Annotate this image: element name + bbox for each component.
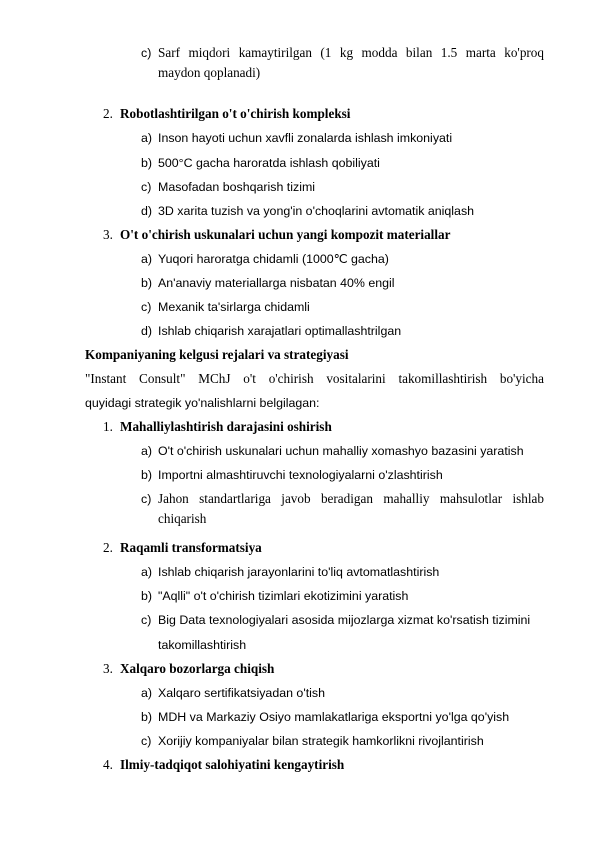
- list-item-text: takomillashtirish: [158, 638, 247, 652]
- list-marker: b): [141, 710, 153, 724]
- list-item-text: Ishlab chiqarish jarayonlarini to'liq avtomatlashtirish: [158, 565, 440, 579]
- list-item-text: Sarf miqdori kamaytirilgan (1 kg modda bilan 1.5 marta ko'proq: [158, 45, 544, 60]
- list-number: 3.: [103, 227, 113, 242]
- list-marker: a): [141, 565, 153, 579]
- section-heading: Kompaniyaning kelgusi rejalari va strategiyasi: [85, 347, 349, 362]
- list-marker: b): [141, 156, 153, 170]
- list-item-text: Big Data texnologiyalari asosida mijozlarga xizmat ko'rsatish tizimini: [158, 613, 531, 627]
- list-item-text: MDH va Markaziy Osiyo mamlakatlariga eksportni yo'lga qo'yish: [158, 710, 510, 724]
- list-item-text: Ishlab chiqarish xarajatlari optimallashtrilgan: [158, 324, 402, 338]
- section-title: Xalqaro bozorlarga chiqish: [120, 661, 275, 676]
- paragraph-line: "Instant Consult" MChJ o't o'chirish vositalarini takomillashtirish bo'yicha: [85, 371, 544, 386]
- list-item-text: An'anaviy materiallarga nisbatan 40% engil: [158, 276, 395, 290]
- list-item-text: Yuqori haroratga chidamli (1000℃ gacha): [158, 252, 389, 266]
- list-number: 1.: [103, 419, 113, 434]
- list-marker: c): [141, 180, 152, 194]
- list-number: 2.: [103, 540, 113, 555]
- list-marker: a): [141, 131, 153, 145]
- list-marker: c): [141, 492, 152, 506]
- section-title: O't o'chirish uskunalari uchun yangi kompozit materiallar: [120, 227, 451, 242]
- list-marker: d): [141, 324, 153, 338]
- list-marker: c): [141, 613, 152, 627]
- list-item-text: Mexanik ta'sirlarga chidamli: [158, 300, 310, 314]
- list-item-text: Xalqaro sertifikatsiyadan o'tish: [158, 686, 325, 700]
- list-item-text: 500°C gacha haroratda ishlash qobiliyati: [158, 156, 380, 170]
- paragraph-line: quyidagi strategik yo'nalishlarni belgilagan:: [85, 396, 320, 410]
- list-item-text: O't o'chirish uskunalari uchun mahalliy xomashyo bazasini yaratish: [158, 444, 524, 458]
- list-item-text: Masofadan boshqarish tizimi: [158, 180, 316, 194]
- list-marker: c): [141, 300, 152, 314]
- list-number: 3.: [103, 661, 113, 676]
- list-marker: c): [141, 46, 152, 60]
- list-marker: d): [141, 204, 153, 218]
- list-marker: c): [141, 734, 152, 748]
- list-number: 4.: [103, 757, 113, 772]
- list-item-text: Jahon standartlariga javob beradigan mahalliy mahsulotlar ishlab: [158, 491, 544, 506]
- list-marker: a): [141, 686, 153, 700]
- list-marker: b): [141, 589, 153, 603]
- section-title: Raqamli transformatsiya: [120, 540, 262, 555]
- section-title: Robotlashtirilgan o't o'chirish kompleksi: [120, 106, 351, 121]
- list-item-text: 3D xarita tuzish va yong'in o'choqlarini avtomatik aniqlash: [158, 204, 475, 218]
- list-item-text: Importni almashtiruvchi texnologiyalarni o'zlashtirish: [158, 468, 443, 482]
- section-title: Mahalliylashtirish darajasini oshirish: [120, 419, 332, 434]
- list-marker: b): [141, 276, 153, 290]
- list-item-text: maydon qoplanadi): [158, 65, 261, 80]
- list-item-text: chiqarish: [158, 511, 207, 526]
- section-title: Ilmiy-tadqiqot salohiyatini kengaytirish: [120, 757, 345, 772]
- list-marker: a): [141, 444, 153, 458]
- list-marker: b): [141, 468, 153, 482]
- list-number: 2.: [103, 106, 113, 121]
- list-item-text: Xorijiy kompaniyalar bilan strategik hamkorlikni rivojlantirish: [158, 734, 484, 748]
- list-item-text: Inson hayoti uchun xavfli zonalarda ishlash imkoniyati: [158, 131, 453, 145]
- list-item-text: "Aqlli" o't o'chirish tizimlari ekotizimini yaratish: [158, 589, 409, 603]
- list-marker: a): [141, 252, 153, 266]
